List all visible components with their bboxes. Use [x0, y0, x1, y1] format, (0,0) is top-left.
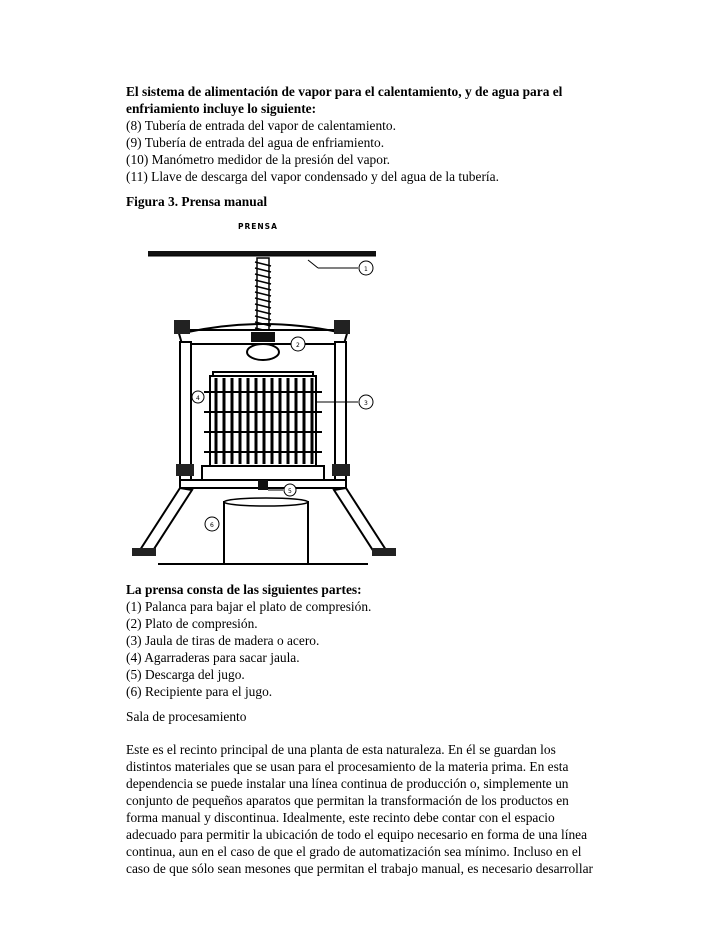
figure-caption: Figura 3. Prensa manual [126, 194, 268, 209]
steam-system-heading-line-2: enfriamiento incluye lo siguiente: [126, 101, 317, 116]
steam-system-item-8: (8) Tubería de entrada del vapor de calentamiento. [126, 118, 396, 133]
callout-3: 3 [364, 400, 368, 407]
section-title: Sala de procesamiento [126, 709, 247, 724]
paragraph-line: distintos materiales que se usan para el procesamiento de la materia prima. En esta [126, 759, 569, 774]
steam-system-item-9: (9) Tubería de entrada del agua de enfriamiento. [126, 135, 385, 150]
paragraph-line: dependencia se puede instalar una línea continua de producción o, simplemente un [126, 776, 569, 791]
section-paragraph [126, 741, 606, 877]
paragraph-line: Este es el recinto principal de una planta de esta naturaleza. En él se guardan los [126, 742, 556, 757]
press-part-5: (5) Descarga del jugo. [126, 667, 245, 682]
base-tray [202, 466, 324, 480]
press-image-label: PRENSA [238, 222, 278, 231]
press-illustration [118, 212, 408, 574]
press-part-3: (3) Jaula de tiras de madera o acero. [126, 633, 320, 648]
paragraph-line: continua, aun en el caso de que el grado de automatización sea mínimo. Incluso en el [126, 844, 582, 859]
right-nut [334, 320, 350, 334]
juice-spout [258, 480, 268, 490]
callout-6: 6 [210, 522, 214, 529]
callout-1: 1 [364, 266, 368, 273]
press-parts-section [126, 581, 606, 700]
left-leg [140, 488, 192, 552]
press-part-6: (6) Recipiente para el jugo. [126, 684, 273, 699]
press-drawing [118, 212, 408, 574]
section-title-block [126, 708, 606, 725]
callout-2: 2 [296, 342, 300, 349]
right-leg [334, 488, 386, 552]
paragraph-line: forma manual y discontinua. Idealmente, este recinto debe contar con el espacio [126, 810, 555, 825]
lever-bar [148, 251, 376, 256]
callout-5: 5 [288, 488, 292, 495]
paragraph-line: adecuado para permitir la ubicación de todo el equipo necesario en forma de una línea [126, 827, 588, 842]
steam-system-item-10: (10) Manómetro medidor de la presión del vapor. [126, 152, 391, 167]
steam-system-heading-line-1: El sistema de alimentación de vapor para el calentamiento, y de agua para el [126, 84, 563, 99]
steam-system-item-11: (11) Llave de descarga del vapor condensado y del agua de la tubería. [126, 169, 499, 184]
figure-caption-block [126, 193, 606, 210]
juice-container [224, 502, 308, 564]
press-part-4: (4) Agarraderas para sacar jaula. [126, 650, 300, 665]
press-part-1: (1) Palanca para bajar el plato de compresión. [126, 599, 372, 614]
press-parts-heading: La prensa consta de las siguientes partes: [126, 582, 362, 597]
callout-4: 4 [196, 395, 200, 402]
press-part-2: (2) Plato de compresión. [126, 616, 258, 631]
compression-plate-knob [247, 344, 279, 360]
left-nut [174, 320, 190, 334]
paragraph-line: conjunto de pequeños aparatos que permitan la transformación de los productos en [126, 793, 569, 808]
paragraph-line: caso de que sólo sean mesones que permitan el trabajo manual, es necesario desarrollar [126, 861, 594, 876]
steam-system-section [126, 83, 606, 185]
